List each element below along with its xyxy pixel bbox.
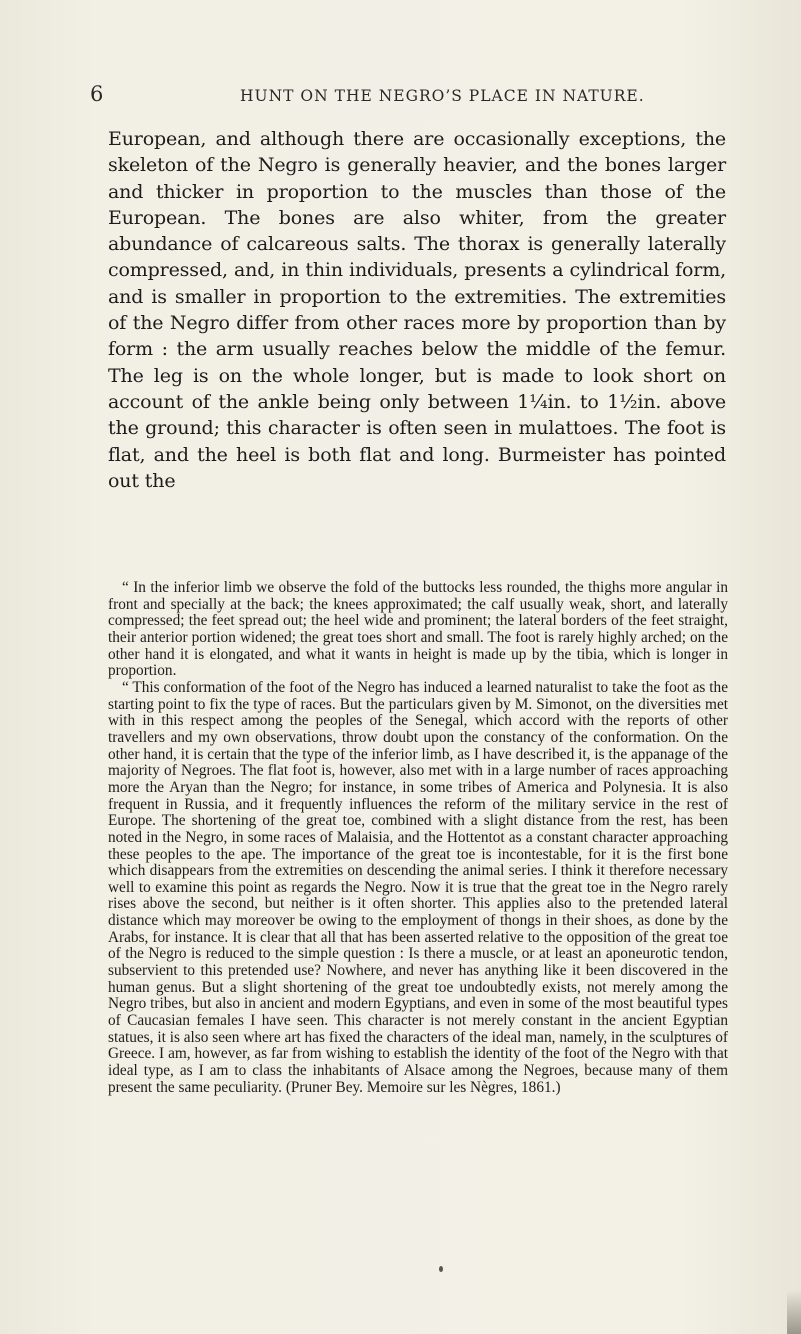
page-edge-shadow — [787, 1290, 801, 1334]
footnote-paragraph-2: “ This conformation of the foot of the Negro has induced a learned naturalist to take the foot as the starting point to fix the type of races. But the particulars given by M. Simonot, on the diversities met with in this respect among the peoples of the Senegal, which accord with the reports of other travellers and my own observations, throw doubt upon the constancy of the conformation. On the other hand, it is certain that the type of the inferior limb, as I have described it, is the appanage of the majority of Negroes. The flat foot is, however, also met with in a large number of races approaching more the Aryan than the Negro; for instance, in some tribes of America and Polynesia. It is also frequent in Russia, and it frequently influences the reform of the military service in the rest of Europe. The shortening of the great toe, combined with a slight distance from the rest, has been noted in the Negro, in some races of Malaisia, and the Hottentot as a constant character approaching these peoples to the ape. The importance of the great toe is incontestable, for it is the first bone which disappears from the extremities on descending the animal series. I think it therefore necessary well to examine this point as regards the Negro. Now it is true that the great toe in the Negro rarely rises above the second, but neither is it often shorter. This applies also to the pretended lateral distance which may moreover be owing to the employment of thongs in their shoes, as done by the Arabs, for instance. It is clear that all that has been asserted relative to the opposition of the great toe of the Negro is reduced to the simple question : Is there a muscle, or at least an aponeurotic tendon, subservient to this pretended use? Nowhere, and never has anything like it been discovered in the human genus. But a slight shortening of the great toe undoubtedly exists, not merely among the Negro tribes, but also in ancient and modern Egyptians, and even in some of the most beautiful types of Caucasian females I have seen. This character is not merely constant in the ancient Egyptian statues, it is also seen where art has fixed the characters of the ideal man, namely, in the sculptures of Greece. I am, however, as far from wishing to establish the identity of the foot of the Negro with that ideal type, as I am to class the inhabitants of Alsace among the Negroes, because many of them present the same peculiarity. (Pruner Bey. Memoire sur les Nègres, 1861.) — [108, 678, 728, 1096]
footnote — [108, 580, 728, 1096]
page-header — [90, 82, 780, 106]
footnote-paragraph-1: “ In the inferior limb we observe the fold of the buttocks less rounded, the thighs more angular in front and specially at the back; the knees approximated; the calf usually weak, short, and laterally compressed; the feet spread out; the heel wide and prominent; the lateral borders of the feet straight, their anterior portion widened; the great toes short and small. The foot is rarely highly arched; on the other hand it is elongated, and what it wants in height is made up by the tibia, which is longer in proportion. — [108, 579, 728, 680]
page-number: 6 — [90, 82, 104, 106]
printer-mark-dot — [439, 1266, 443, 1272]
running-head: HUNT ON THE NEGRO’S PLACE IN NATURE. — [240, 87, 645, 105]
body-paragraph: European, and although there are occasionally exceptions, the skeleton of the Negro is generally heavier, and the bones larger and thicker in proportion to the muscles than those of the European. The bones are also whiter, from the greater abundance of calcareous salts. The thorax is generally laterally compressed, and, in thin individuals, presents a cylindrical form, and is smaller in proportion to the extremities. The extremities of the Negro differ from other races more by proportion than by form : the arm usually reaches below the middle of the femur. The leg is on the whole longer, but is made to look short on account of the ankle being only between 1¼in. to 1½in. above the ground; this character is often seen in mulattoes. The foot is flat, and the heel is both flat and long. Burmeister has pointed out the — [108, 128, 726, 492]
